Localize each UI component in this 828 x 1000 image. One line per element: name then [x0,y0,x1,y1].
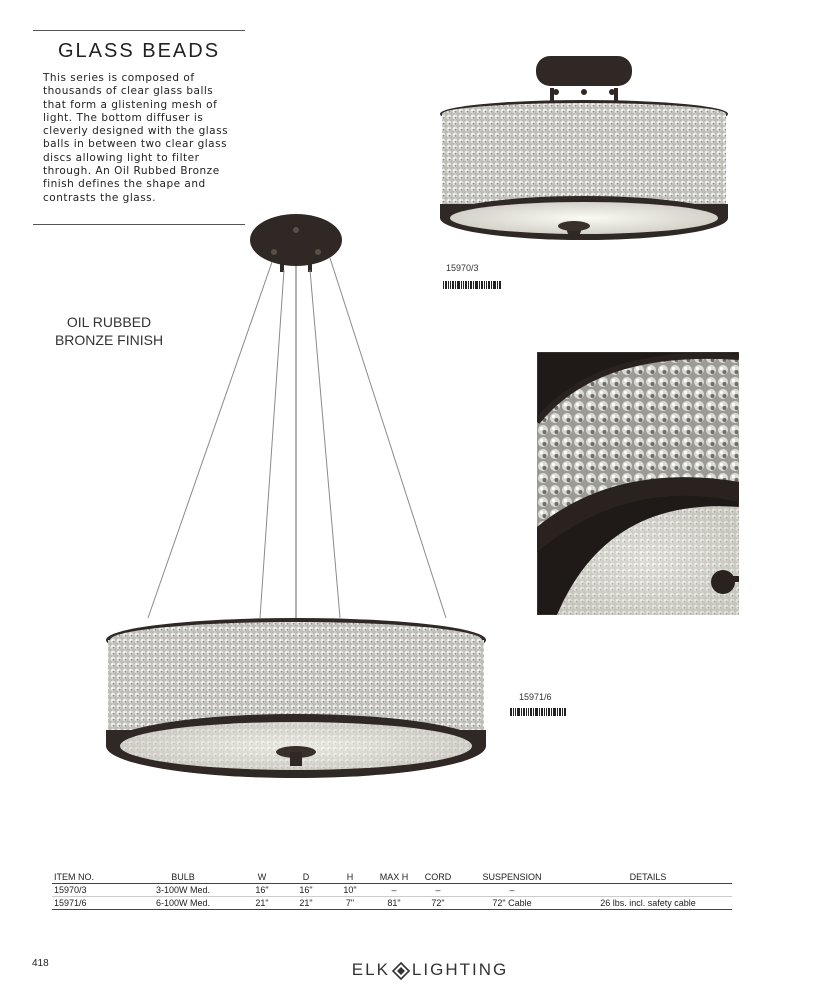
spec-table [52,871,732,910]
cell-h: 7" [328,897,372,910]
page-number: 418 [32,958,49,969]
title-rule-top [33,30,245,31]
cell-suspension: – [460,884,564,897]
header-item-no: ITEM NO. [52,871,126,884]
cell-d: 16" [284,884,328,897]
table-row [52,884,732,897]
cell-cord: – [416,884,460,897]
cell-bulb: 3-100W Med. [126,884,240,897]
cell-w: 16" [240,884,284,897]
cell-cord: 72" [416,897,460,910]
header-details: DETAILS [564,871,732,884]
cell-d: 21" [284,897,328,910]
header-max-h: MAX H [372,871,416,884]
spec-table-header-row [52,871,732,884]
barcode-15971 [510,708,568,716]
cell-max-h: 81" [372,897,416,910]
brand-logo [330,960,530,980]
page-title: GLASS BEADS [57,40,221,62]
header-h: H [328,871,372,884]
header-suspension: SUSPENSION [460,871,564,884]
cell-details: 26 lbs. incl. safety cable [564,897,732,910]
series-description: This series is composed of thousands of clear glass balls that form a glistening mesh of light. The bottom diffuser is cleverly designed with the glass balls in between two clear glass discs allowing light to filter through. An Oil Rubbed Bronze finish defines the shape and contrasts the glass. [43,72,229,204]
header-cord: CORD [416,871,460,884]
sku-label-15970: 15970/3 [446,263,479,273]
closeup-detail-image [537,352,739,615]
cell-w: 21" [240,897,284,910]
cell-suspension: 72" Cable [460,897,564,910]
sku-label-15971: 15971/6 [519,692,552,702]
canopy [250,214,342,266]
pendant-fixture-image [104,212,492,782]
diamond-icon [392,962,410,980]
header-d: D [284,871,328,884]
header-w: W [240,871,284,884]
cell-details [564,884,732,897]
brand-right: LIGHTING [411,960,509,979]
cell-bulb: 6-100W Med. [126,897,240,910]
brand-left: ELK [351,960,390,979]
canopy [536,56,632,86]
cell-item-no: 15970/3 [52,884,126,897]
cell-h: 10" [328,884,372,897]
header-bulb: BULB [126,871,240,884]
table-row [52,897,732,910]
cell-item-no: 15971/6 [52,897,126,910]
cell-max-h: – [372,884,416,897]
finish-label: OIL RUBBED BRONZE FINISH [54,314,164,348]
